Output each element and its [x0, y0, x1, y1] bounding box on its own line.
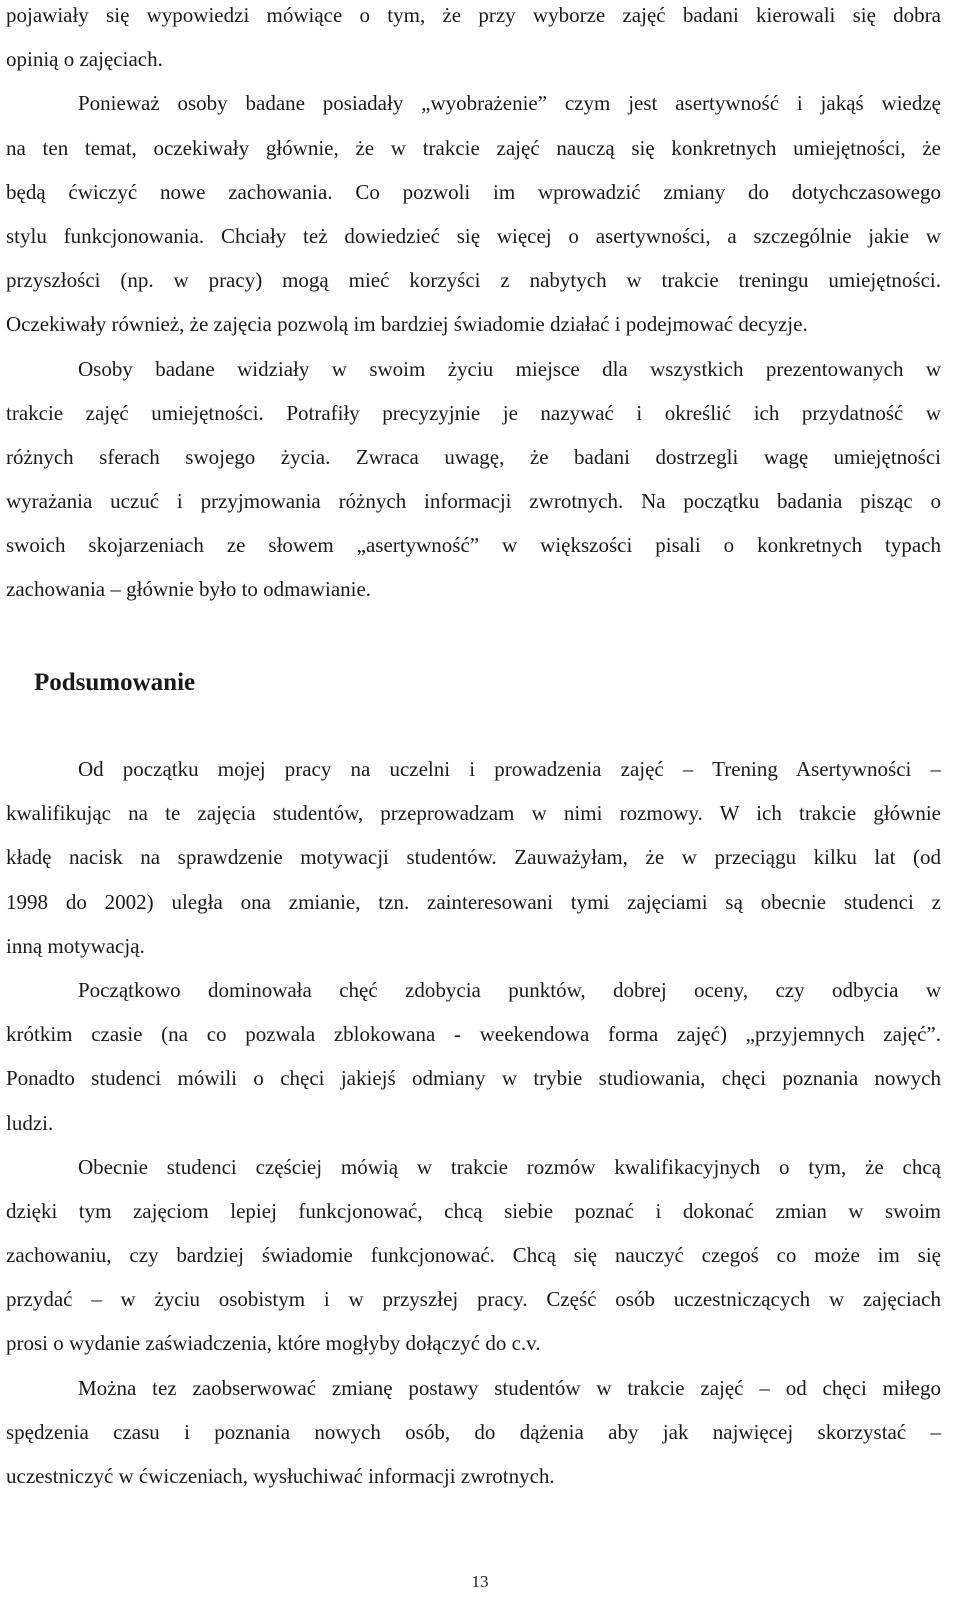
text-line: Od początku mojej pracy na uczelni i prowadzenia zajęć – Trening Asertywności – [78, 757, 941, 781]
text-line: swoich skojarzeniach ze słowem „asertywność” w większości pisali o konkretnych typach [6, 533, 941, 558]
text-line: opinią o zajęciach. [6, 47, 163, 72]
text-line: prosi o wydanie zaświadczenia, które mogłyby dołączyć do c.v. [6, 1331, 541, 1356]
summary-text-block [6, 747, 941, 1498]
text-line: Ponieważ osoby badane posiadały „wyobrażenie” czym jest asertywność i jakąś wiedzę [78, 91, 941, 116]
text-line: Osoby badane widziały w swoim życiu miejsce dla wszystkich prezentowanych w [78, 356, 941, 381]
text-line: trakcie zajęć umiejętności. Potrafiły precyzyjnie je nazywać i określić ich przydatność w [6, 400, 941, 425]
text-line: inną motywacją. [6, 933, 145, 958]
text-line: Obecnie studenci częściej mówią w trakcie rozmów kwalifikacyjnych o tym, że chcą [78, 1154, 941, 1179]
text-line: przydać – w życiu osobistym i w przyszłej pracy. Część osób uczestniczących w zajęciach [6, 1287, 941, 1312]
text-line: będą ćwiczyć nowe zachowania. Co pozwoli im wprowadzić zmiany do dotychczasowego [6, 179, 941, 204]
text-line: krótkim czasie (na co pozwala zblokowana - weekendowa forma zajęć) „przyjemnych zajęć”. [6, 1022, 941, 1047]
text-line: stylu funkcjonowania. Chciały też dowiedzieć się więcej o asertywności, a szczególnie jakie w [6, 223, 941, 248]
text-line: przyszłości (np. w pracy) mogą mieć korzyści z nabytych w trakcie treningu umiejętności. [6, 268, 941, 293]
text-line: spędzenia czasu i poznania nowych osób, do dążenia aby jak najwięcej skorzystać – [6, 1419, 941, 1444]
text-line: Można tez zaobserwować zmianę postawy studentów w trakcie zajęć – od chęci miłego [78, 1375, 941, 1400]
text-line: Ponadto studenci mówili o chęci jakiejś odmiany w trybie studiowania, chęci poznania nowych [6, 1066, 941, 1091]
section-heading: Podsumowanie [34, 669, 196, 696]
intro-text-block [6, 0, 941, 612]
text-line: na ten temat, oczekiwały głównie, że w trakcie zajęć nauczą się konkretnych umiejętności, że [6, 135, 941, 160]
text-line: zachowaniu, czy bardziej świadomie funkcjonować. Chcą się nauczyć czegoś co może im się [6, 1243, 941, 1268]
text-line: kładę nacisk na sprawdzenie motywacji studentów. Zauważyłam, że w przeciągu kilku lat (od [6, 845, 941, 870]
text-line: ludzi. [6, 1110, 54, 1135]
text-line: wyrażania uczuć i przyjmowania różnych informacji zwrotnych. Na początku badania pisząc o [6, 489, 941, 514]
text-line: Początkowo dominowała chęć zdobycia punktów, dobrej oceny, czy odbycia w [78, 977, 941, 1002]
page-number: 13 [471, 1572, 489, 1591]
text-line: dzięki tym zajęciom lepiej funkcjonować, chcą siebie poznać i dokonać zmian w swoim [6, 1198, 941, 1223]
text-line: kwalifikując na te zajęcia studentów, przeprowadzam w nimi rozmowy. W ich trakcie głównie [6, 801, 941, 826]
text-line: pojawiały się wypowiedzi mówiące o tym, że przy wyborze zajęć badani kierowali się dobra [6, 3, 941, 27]
text-line: zachowania – głównie było to odmawianie. [6, 577, 372, 602]
text-line: różnych sferach swojego życia. Zwraca uwagę, że badani dostrzegli wagę umiejętności [6, 444, 941, 469]
text-line: Oczekiwały również, że zajęcia pozwolą im bardziej świadomie działać i podejmować decyzje. [6, 312, 808, 337]
text-line: uczestniczyć w ćwiczeniach, wysłuchiwać informacji zwrotnych. [6, 1464, 555, 1488]
text-line: 1998 do 2002) uległa ona zmianie, tzn. zainteresowani tymi zajęciami są obecnie studenci z [6, 889, 941, 914]
